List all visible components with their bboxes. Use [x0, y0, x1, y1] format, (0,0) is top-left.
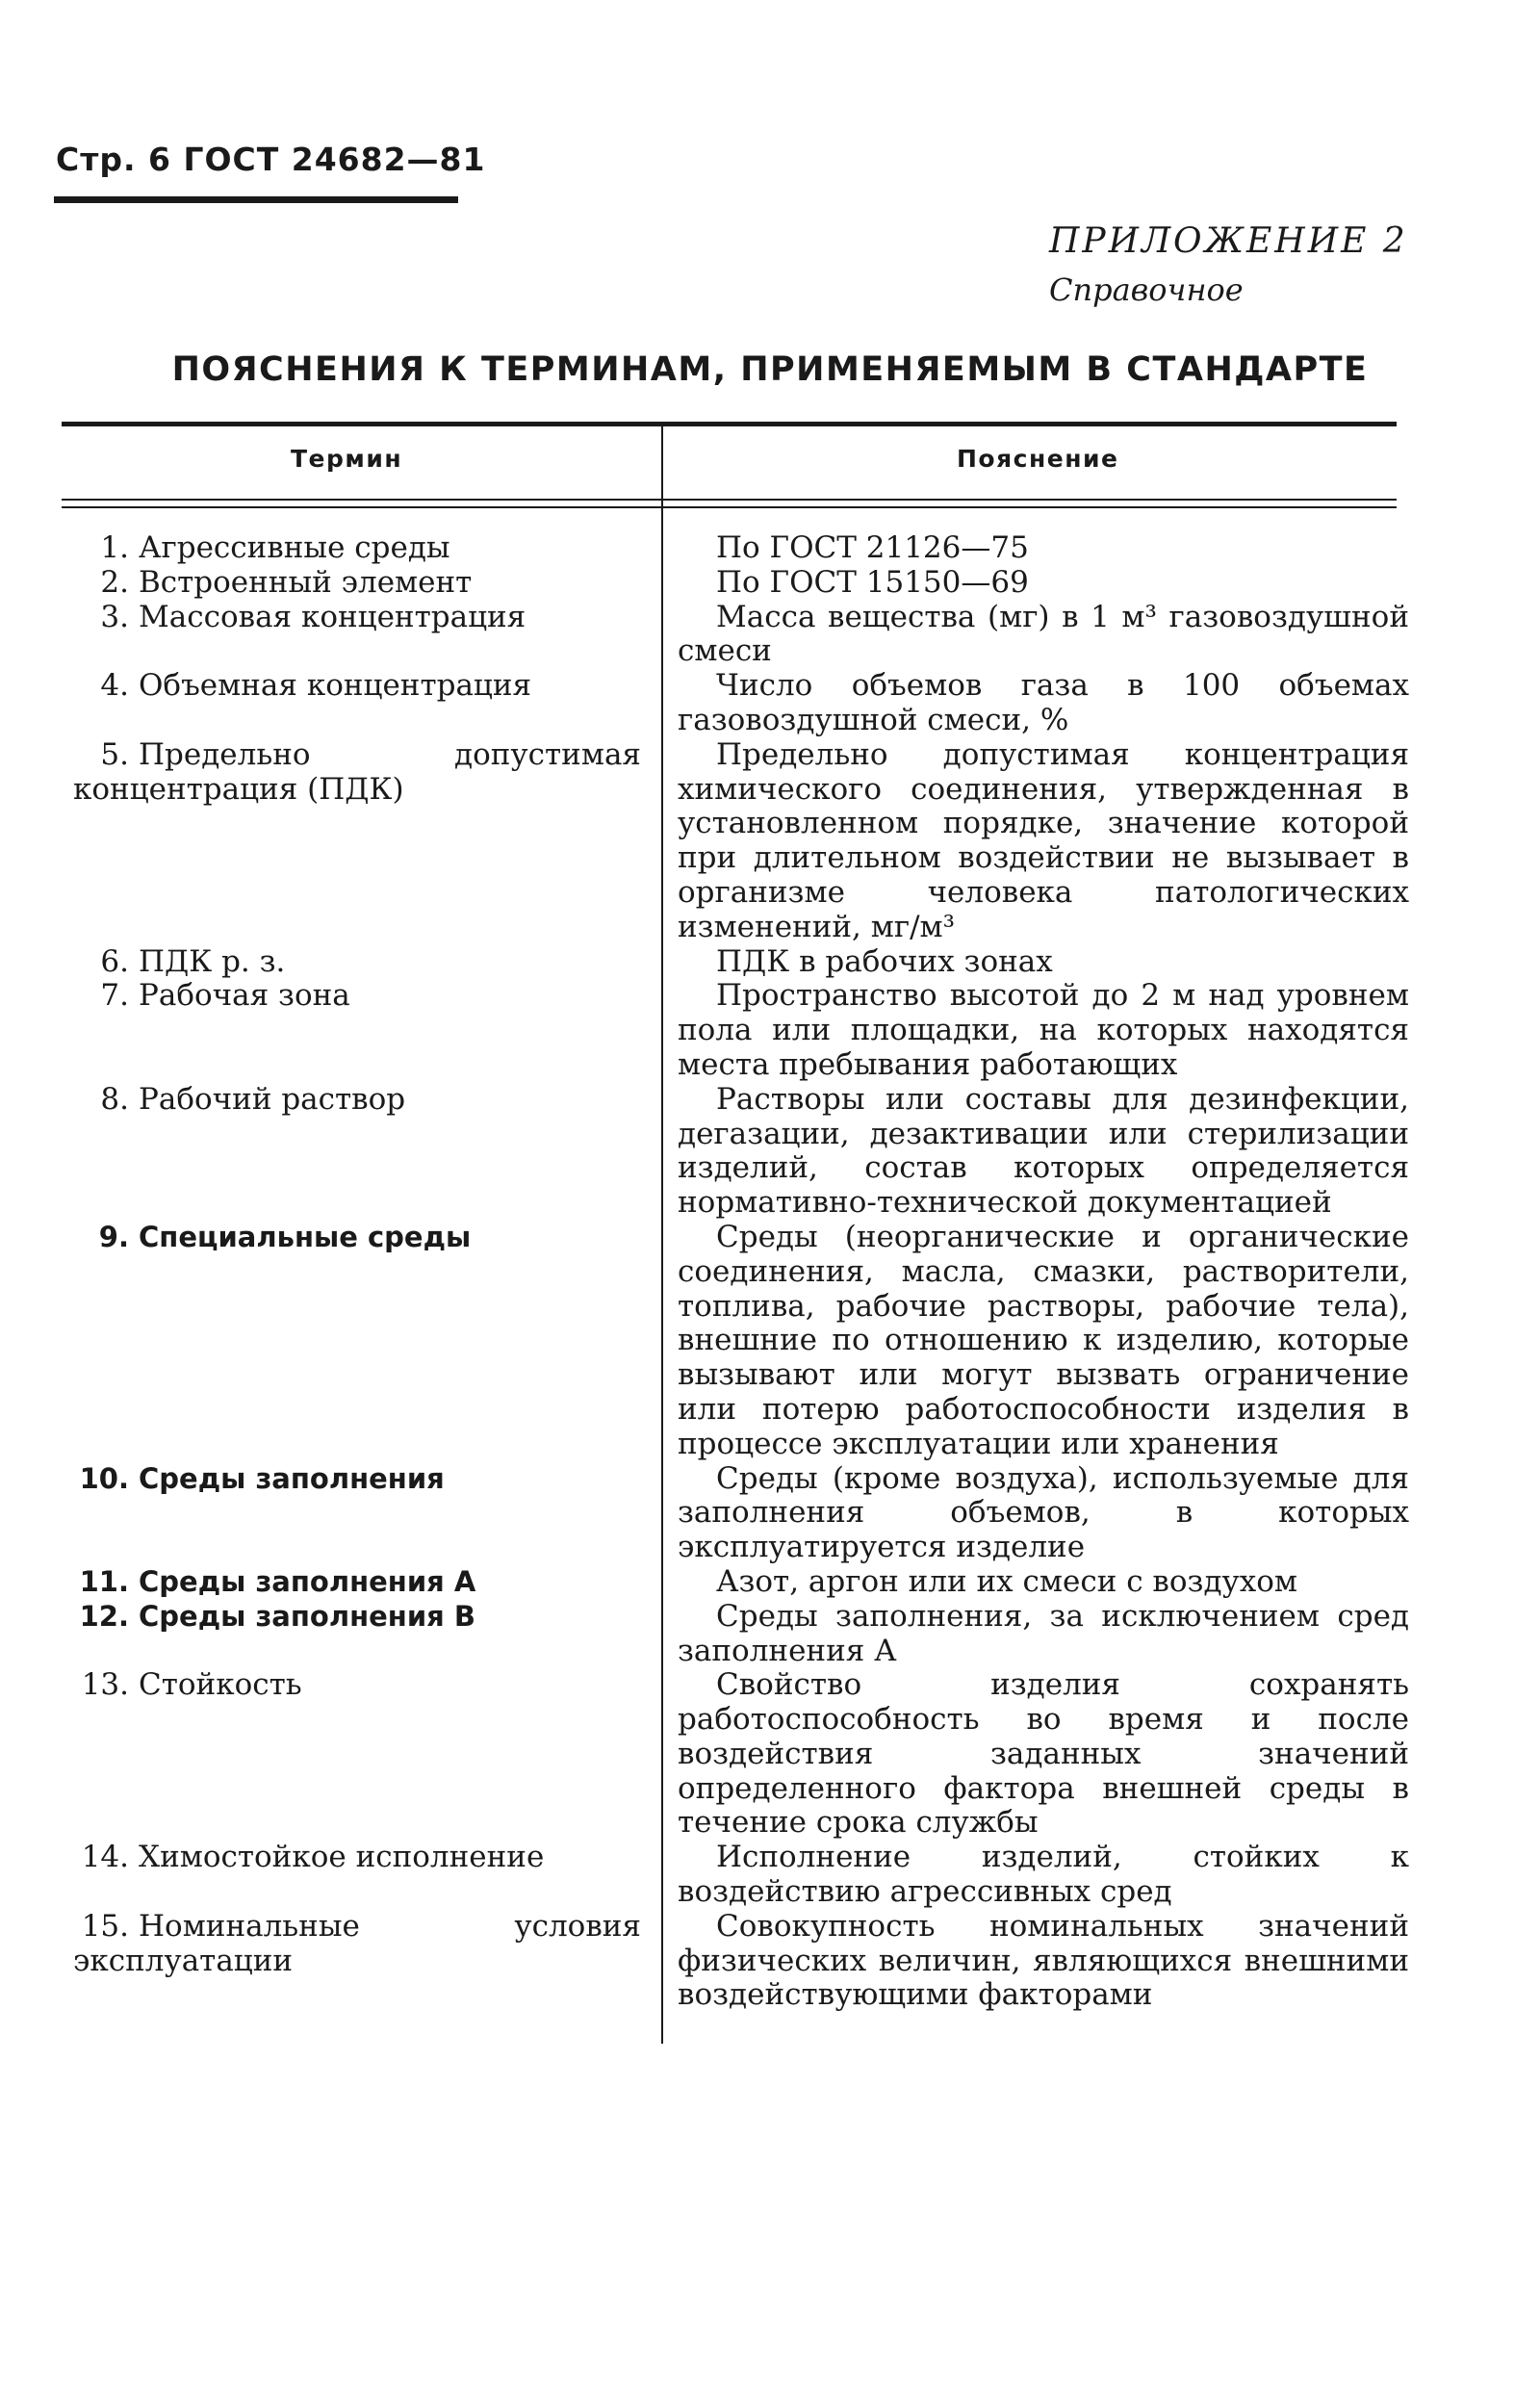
- table-row: [0, 1221, 1540, 1462]
- term-cell: 4. Объемная концентрация: [100, 668, 532, 704]
- table-row: [0, 1600, 1540, 1669]
- table-row: [0, 1668, 1540, 1841]
- explanation-cell: ПДК в рабочих зонах: [716, 943, 1053, 979]
- explanation-cell: Исполнение изделий, стойких к воздействию агрессивных сред: [678, 1840, 1409, 1910]
- term-cell: 12. Среды заполнения В: [79, 1599, 475, 1633]
- table-row: [0, 566, 1540, 601]
- term-cell: 15. Номинальные условия эксплуатации: [73, 1908, 641, 1978]
- term-cell: 2. Встроенный элемент: [100, 564, 473, 600]
- explanation-cell: По ГОСТ 15150—69: [716, 564, 1029, 600]
- term-cell: 10. Среды заполнения: [79, 1461, 445, 1495]
- term-cell: 14. Химостойкое исполнение: [81, 1840, 545, 1875]
- table-row: [0, 738, 1540, 945]
- table-row: [0, 1841, 1540, 1910]
- page-header: Стр. 6 ГОСТ 24682—81: [56, 141, 486, 178]
- table-top-rule: [62, 422, 1397, 426]
- table-row: [0, 945, 1540, 980]
- table-row: [0, 669, 1540, 738]
- term-cell: 5. Предельно допустимая концентрация (ПДК): [73, 736, 641, 807]
- explanation-cell: Свойство изделия сохранять работоспособность во время и после воздействия заданных значений определенного фактора внешней среды в течение срока службы: [678, 1667, 1409, 1841]
- table-row: [0, 1910, 1540, 2013]
- column-header-term: Термин: [291, 445, 403, 473]
- explanation-cell: Среды заполнения, за исключением сред заполнения А: [678, 1598, 1409, 1668]
- terms-table-body: [0, 531, 1540, 2013]
- explanation-cell: Среды (неорганические и органические соединения, масла, смазки, растворители, топлива, рабочие растворы, рабочие тела), внешние по отношению к изделию, которые вызывают или могут вызвать ограничение или потерю работоспособности изделия в процессе эксплуатации или хранения: [678, 1219, 1409, 1461]
- term-cell: 8. Рабочий раствор: [100, 1081, 406, 1117]
- appendix-label: ПРИЛОЖЕНИЕ 2: [1049, 221, 1408, 261]
- explanation-cell: Число объемов газа в 100 объемах газовоздушной смеси, %: [678, 668, 1409, 737]
- explanation-cell: По ГОСТ 21126—75: [716, 530, 1029, 565]
- table-row: [0, 601, 1540, 670]
- explanation-cell: Пространство высотой до 2 м над уровнем пола или площадки, на которых находятся места пребывания работающих: [678, 978, 1409, 1082]
- term-cell: 7. Рабочая зона: [100, 978, 350, 1014]
- table-row: [0, 1565, 1540, 1600]
- explanation-cell: Масса вещества (мг) в 1 м³ газовоздушной смеси: [678, 599, 1409, 669]
- term-cell: 11. Среды заполнения А: [79, 1564, 476, 1598]
- header-rule-double-1: [62, 499, 1397, 501]
- term-cell: 6. ПДК р. з.: [100, 943, 286, 979]
- term-cell: 1. Агрессивные среды: [100, 530, 450, 565]
- table-row: [0, 979, 1540, 1082]
- term-cell: 9. Специальные среды: [98, 1220, 472, 1253]
- page-title: ПОЯСНЕНИЯ К ТЕРМИНАМ, ПРИМЕНЯЕМЫМ В СТАНДАРТЕ: [171, 350, 1369, 389]
- table-row: [0, 1083, 1540, 1221]
- term-cell: 3. Массовая концентрация: [100, 599, 526, 634]
- explanation-cell: Растворы или составы для дезинфекции, дегазации, дезактивации или стерилизации изделий, состав которых определяется нормативно-технической документацией: [678, 1081, 1409, 1221]
- table-row: [0, 531, 1540, 566]
- explanation-cell: Предельно допустимая концентрация химического соединения, утвержденная в установленном порядке, значение которой при длительном воздействии не вызывает в организме человека патологических изменений, мг/м³: [678, 736, 1409, 944]
- explanation-cell: Среды (кроме воздуха), используемые для заполнения объемов, в которых эксплуатируется изделие: [678, 1460, 1409, 1565]
- table-row: [0, 1462, 1540, 1565]
- explanation-cell: Азот, аргон или их смеси с воздухом: [716, 1563, 1298, 1599]
- column-header-explanation: Пояснение: [957, 445, 1119, 473]
- term-cell: 13. Стойкость: [81, 1667, 302, 1703]
- header-rule: [54, 196, 458, 203]
- header-rule-double-2: [62, 506, 1397, 508]
- explanation-cell: Совокупность номинальных значений физических величин, являющихся внешними воздействующими факторами: [678, 1908, 1409, 2013]
- appendix-status: Справочное: [1049, 271, 1244, 308]
